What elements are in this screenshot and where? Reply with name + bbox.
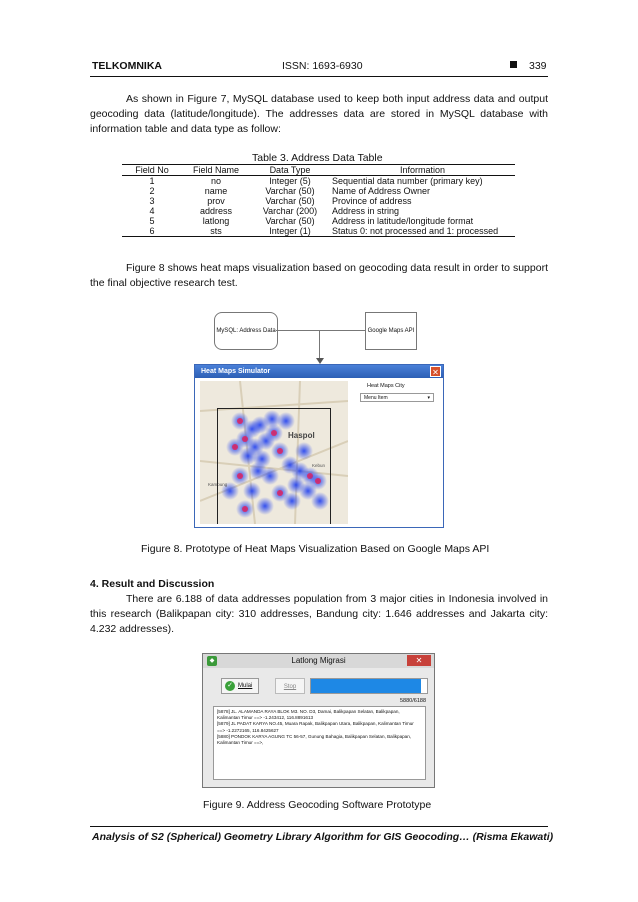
- table-caption: Table 3. Address Data Table: [252, 152, 383, 164]
- mysql-database-shape: MySQL: Address Data: [214, 312, 278, 350]
- selection-rectangle: [217, 408, 331, 524]
- running-footer: Analysis of S2 (Spherical) Geometry Library Algorithm for GIS Geocoding… (Risma Ekawati): [92, 831, 554, 843]
- heat-map[interactable]: [200, 381, 348, 524]
- city-select[interactable]: Menu Item ▾: [360, 393, 434, 402]
- start-button[interactable]: ✓ Mulai: [221, 678, 259, 694]
- figure9-caption: Figure 9. Address Geocoding Software Prototype: [203, 799, 432, 811]
- progress-fill: [311, 679, 421, 693]
- header-rule: [90, 76, 548, 77]
- window-title: Heat Maps Simulator: [195, 365, 443, 378]
- address-data-table: [122, 164, 515, 237]
- col-data-type: Data Type: [250, 165, 330, 176]
- stop-button[interactable]: Stop: [275, 678, 305, 694]
- table-row: 2 name Varchar (50) Name of Address Owner: [149, 186, 431, 196]
- map-label: Kebun: [312, 463, 326, 468]
- close-icon[interactable]: ✕: [407, 655, 431, 666]
- table-row: 6 sts Integer (1) Status 0: not processed and 1: processed: [122, 226, 515, 237]
- app-icon: ◆: [207, 656, 217, 666]
- table-row: 5 latlong Varchar (50) Address in latitude/longitude format: [149, 216, 474, 226]
- latlong-migrasi-window: [202, 653, 435, 788]
- progress-counter: 5880/6188: [400, 698, 426, 704]
- col-information: Information: [330, 165, 515, 176]
- col-field-name: Field Name: [182, 165, 250, 176]
- progress-bar: [310, 678, 428, 694]
- table-row: 4 address Varchar (200) Address in string: [149, 206, 400, 216]
- footer-rule: [90, 826, 548, 827]
- map-label: Kampung: [208, 482, 228, 487]
- log-textarea[interactable]: [5878] JL. ALAMANDA RAYA BLOK M3. NO. D3, Damai, Balikpapan Selatan, Balikpapan, Kalimantan Timur ==> -1.243412, 116.8891613 [5879] JL PADAT KARYA NO.45, Muara Rapak, Balikpapan Utara, Balikpapan, Kalimantan Timur ==> -1.2272165, 116.8425627 [5880] PONDOK KARYA AGUNG TC 56-57, Gunung Bahagia, Balikpapan Selatan, Balikpapan, Kalimantan Timur ==>,: [213, 706, 426, 780]
- paragraph-intro: As shown in Figure 7, MySQL database used to keep both input address data and output geocoding data (latitude/longitude). The addresses data are stored in MySQL database with information table and data type as follow:: [90, 93, 548, 135]
- chevron-down-icon: ▾: [427, 395, 430, 401]
- google-maps-api-box: Google Maps API: [365, 312, 417, 350]
- issn: ISSN: 1693-6930: [282, 60, 363, 72]
- close-icon[interactable]: ✕: [430, 366, 441, 377]
- journal-name: TELKOMNIKA: [92, 60, 162, 72]
- map-label: Haspol: [288, 431, 315, 440]
- section-heading: 4. Result and Discussion: [90, 578, 215, 590]
- table-header-row: [122, 165, 515, 176]
- table-row: 3 prov Varchar (50) Province of address: [149, 196, 412, 206]
- paragraph-results: There are 6.188 of data addresses population from 3 major cities in Indonesia involved in this research (Balikpapan city: 310 addresses, Bandung city: 1.646 addresses and Jakarta city: 4.232 addresses).: [90, 593, 548, 635]
- page-number: 339: [529, 60, 547, 72]
- figure8-caption: Figure 8. Prototype of Heat Maps Visualization Based on Google Maps API: [141, 543, 490, 555]
- check-icon: ✓: [225, 681, 235, 691]
- heat-maps-simulator-window: [194, 364, 444, 528]
- connector-line: [276, 330, 365, 331]
- page-number-block: [510, 60, 547, 72]
- window-title: Latlong Migrasi: [203, 654, 434, 668]
- square-bullet-icon: [510, 61, 517, 68]
- table-row: 1 no Integer (5) Sequential data number (primary key): [149, 176, 483, 186]
- paragraph-figure8-intro: Figure 8 shows heat maps visualization based on geocoding data result in order to support the final objective research test.: [90, 262, 548, 289]
- heat-maps-city-label: Heat Maps City: [367, 383, 405, 389]
- col-field-no: Field No: [122, 165, 182, 176]
